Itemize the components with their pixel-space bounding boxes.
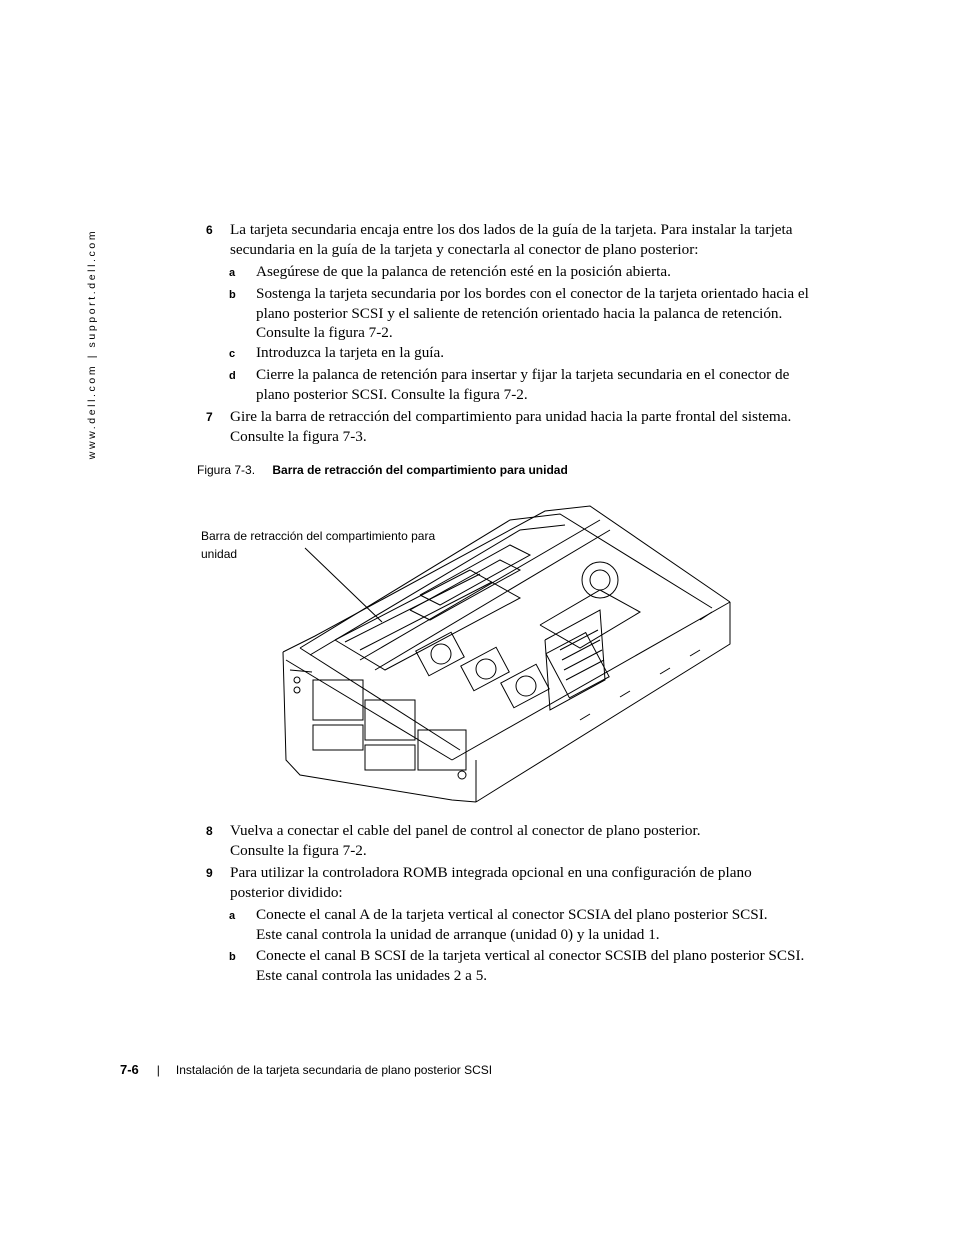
step-letter: a	[229, 910, 236, 922]
step-letter: d	[229, 370, 236, 382]
step-number: 9	[206, 866, 213, 880]
step-text: Para utilizar la controladora ROMB integrada opcional en una configuración de plano posterior dividido:	[230, 864, 752, 901]
step-text: Sostenga la tarjeta secundaria por los bordes con el conector de la tarjeta orientado hacia el plano posterior SCSI y el saliente de retención orientado hacia la palanca de retención. Consulte la figura 7-2.	[256, 285, 809, 341]
step-text: Introduzca la tarjeta en la guía.	[256, 344, 445, 361]
figure-title: Barra de retracción del compartimiento para unidad	[272, 463, 568, 477]
step-text: Asegúrese de que la palanca de retención esté en la posición abierta.	[256, 263, 671, 280]
step-number: 7	[206, 410, 213, 424]
footer-title: Instalación de la tarjeta secundaria de plano posterior SCSI	[175, 1063, 493, 1077]
step-letter: a	[229, 267, 236, 279]
figure-number: Figura 7-3.	[197, 463, 256, 477]
page-footer	[120, 1062, 492, 1077]
callout-leader-line	[305, 548, 382, 622]
step-9b	[229, 946, 819, 985]
step-text: Vuelva a conectar el cable del panel de control al conector de plano posterior. Consulte la figura 7-2.	[230, 822, 701, 859]
step-text: Conecte el canal B SCSI de la tarjeta vertical al conector SCSIB del plano posterior SCSI. Este canal controla las unidades 2 a 5.	[256, 947, 805, 984]
step-letter: b	[229, 289, 236, 301]
step-text: La tarjeta secundaria encaja entre los dos lados de la guía de la tarjeta. Para instalar la tarjeta secundaria en la guía de la tarjeta y conectarla al conector de plano posterior:	[230, 221, 793, 258]
step-letter: b	[229, 951, 236, 963]
figure-callout: Barra de retracción del compartimiento para unidad	[201, 529, 436, 561]
step-text: Conecte el canal A de la tarjeta vertical al conector SCSIA del plano posterior SCSI. Este canal controla la unidad de arranque (unidad 0) y la unidad 1.	[256, 906, 768, 943]
step-9	[206, 863, 816, 902]
step-8	[206, 821, 816, 860]
step-number: 8	[206, 824, 213, 838]
footer-separator: |	[156, 1063, 160, 1077]
sidebar-url-text: www.dell.com | support.dell.com	[86, 228, 99, 460]
step-9a	[229, 905, 819, 944]
step-text: Cierre la palanca de retención para insertar y fijar la tarjeta secundaria en el conector de plano posterior SCSI. Consulte la figura 7-2.	[256, 366, 790, 403]
step-letter: c	[229, 348, 236, 360]
step-text: Gire la barra de retracción del compartimiento para unidad hacia la parte frontal del sistema. Consulte la figura 7-3.	[230, 408, 792, 445]
page-number: 7-6	[120, 1062, 139, 1077]
step-number: 6	[206, 223, 213, 237]
